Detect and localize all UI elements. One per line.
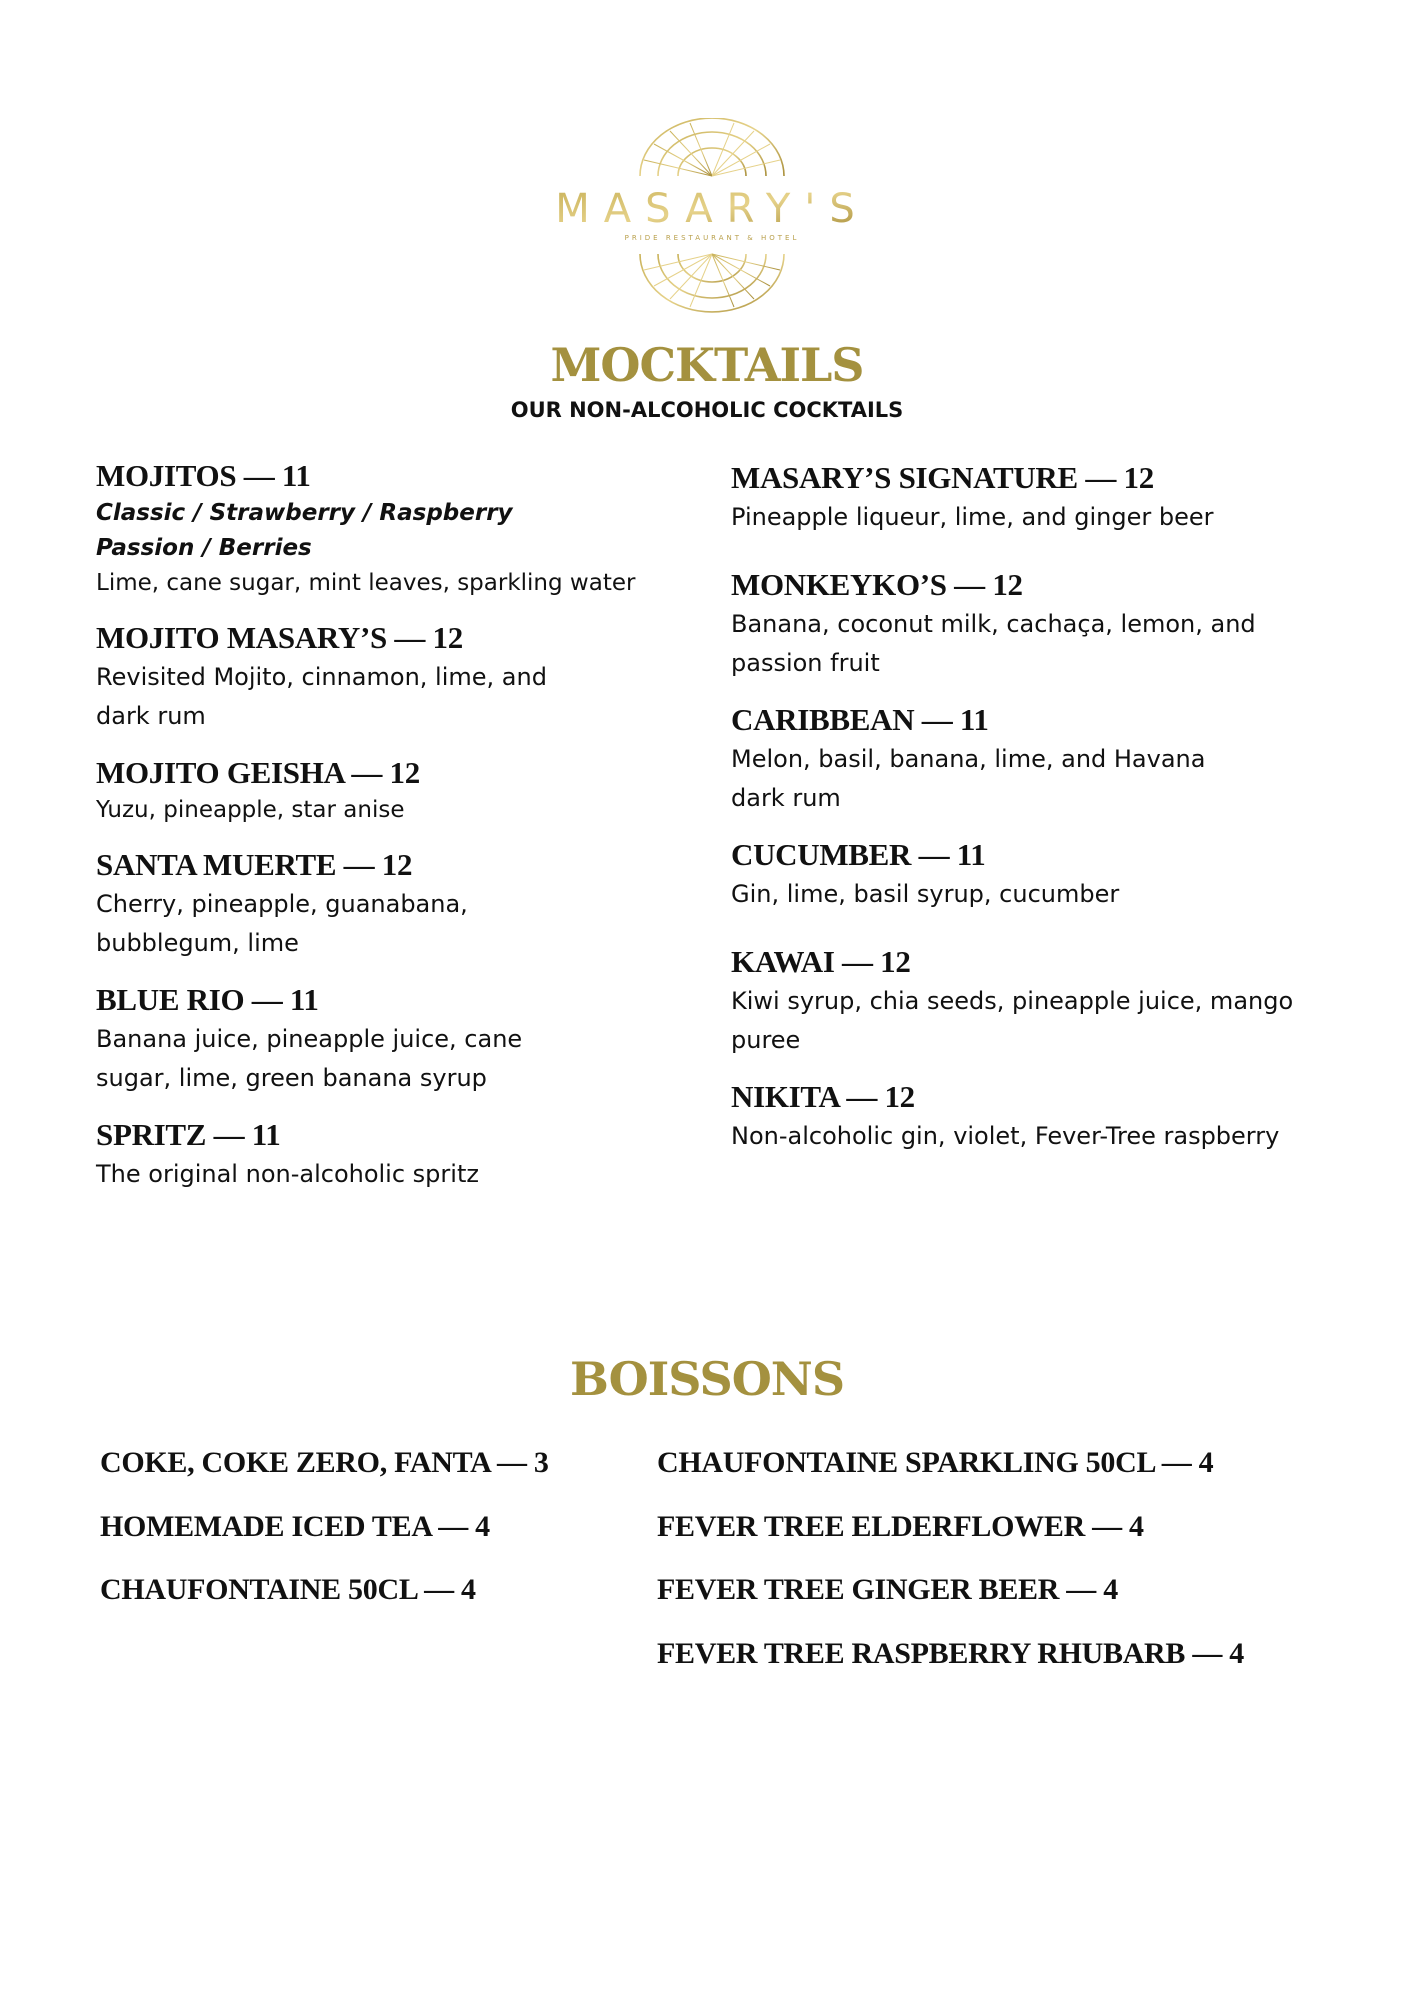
- item-name: MOJITOS — 11: [96, 458, 311, 493]
- mocktails-right-column: [731, 458, 1351, 1156]
- mocktails-left-column: [96, 456, 656, 1194]
- item-name: SANTA MUERTE — 12: [96, 847, 413, 882]
- item-name: CARIBBEAN — 11: [731, 702, 989, 737]
- drink-item: FEVER TREE ELDERFLOWER — 4: [657, 1510, 1144, 1543]
- menu-item: [96, 845, 656, 963]
- drink-item: CHAUFONTAINE 50CL — 4: [100, 1573, 476, 1606]
- item-name: MOJITO MASARY’S — 12: [96, 620, 463, 655]
- item-name: MOJITO GEISHA — 12: [96, 755, 420, 790]
- boissons-title: BOISSONS: [569, 1352, 845, 1406]
- item-description: Revisited Mojito, cinnamon, lime, and: [96, 663, 547, 691]
- masarys-logo: [540, 118, 884, 314]
- item-name: MONKEYKO’S — 12: [731, 567, 1023, 602]
- drink-item: FEVER TREE GINGER BEER — 4: [657, 1573, 1118, 1606]
- item-description: dark rum: [96, 702, 206, 730]
- item-description: passion fruit: [731, 649, 880, 677]
- item-description: Yuzu, pineapple, star anise: [96, 797, 405, 823]
- svg-text:MASARY'S: MASARY'S: [555, 186, 869, 232]
- menu-item: [731, 835, 1351, 914]
- menu-item: [731, 942, 1351, 1060]
- item-description: bubblegum, lime: [96, 929, 299, 957]
- item-description: Banana juice, pineapple juice, cane: [96, 1025, 523, 1053]
- menu-item: [96, 618, 656, 736]
- menu-item: [96, 980, 656, 1098]
- menu-item: [96, 753, 656, 828]
- item-name: CUCUMBER — 11: [731, 837, 986, 872]
- item-name: BLUE RIO — 11: [96, 982, 319, 1017]
- item-description: Gin, lime, basil syrup, cucumber: [731, 880, 1120, 908]
- item-description: Cherry, pineapple, guanabana,: [96, 890, 468, 918]
- menu-item: [96, 456, 656, 601]
- menu-item: [731, 1077, 1351, 1156]
- menu-item: [731, 565, 1351, 683]
- item-variants: Passion / Berries: [96, 535, 312, 561]
- item-description: Pineapple liqueur, lime, and ginger beer: [731, 503, 1214, 531]
- svg-text:PRIDE RESTAURANT & HOTEL: PRIDE RESTAURANT & HOTEL: [624, 234, 800, 242]
- item-description: Melon, basil, banana, lime, and Havana: [731, 745, 1206, 773]
- item-description: Lime, cane sugar, mint leaves, sparkling water: [96, 570, 636, 596]
- item-description: The original non-alcoholic spritz: [96, 1160, 479, 1188]
- item-description: sugar, lime, green banana syrup: [96, 1064, 487, 1092]
- item-description: Kiwi syrup, chia seeds, pineapple juice, mango: [731, 987, 1294, 1015]
- item-description: Banana, coconut milk, cachaça, lemon, and: [731, 610, 1256, 638]
- menu-item: [96, 1115, 656, 1194]
- mocktails-title: MOCKTAILS: [550, 338, 864, 392]
- item-name: KAWAI — 12: [731, 944, 911, 979]
- item-description: dark rum: [731, 784, 841, 812]
- mocktails-subtitle: OUR NON-ALCOHOLIC COCKTAILS: [510, 398, 904, 422]
- drink-item: COKE, COKE ZERO, FANTA — 3: [100, 1446, 549, 1479]
- item-name: NIKITA — 12: [731, 1079, 915, 1114]
- menu-item: [731, 700, 1351, 818]
- menu-item: [731, 458, 1351, 537]
- item-name: SPRITZ — 11: [96, 1117, 281, 1152]
- drink-item: HOMEMADE ICED TEA — 4: [100, 1510, 490, 1543]
- drink-item: CHAUFONTAINE SPARKLING 50CL — 4: [657, 1446, 1214, 1479]
- item-name: MASARY’S SIGNATURE — 12: [731, 460, 1154, 495]
- item-description: Non-alcoholic gin, violet, Fever-Tree raspberry: [731, 1122, 1280, 1150]
- item-variants: Classic / Strawberry / Raspberry: [96, 500, 513, 526]
- drink-item: FEVER TREE RASPBERRY RHUBARB — 4: [657, 1637, 1244, 1670]
- item-description: puree: [731, 1026, 801, 1054]
